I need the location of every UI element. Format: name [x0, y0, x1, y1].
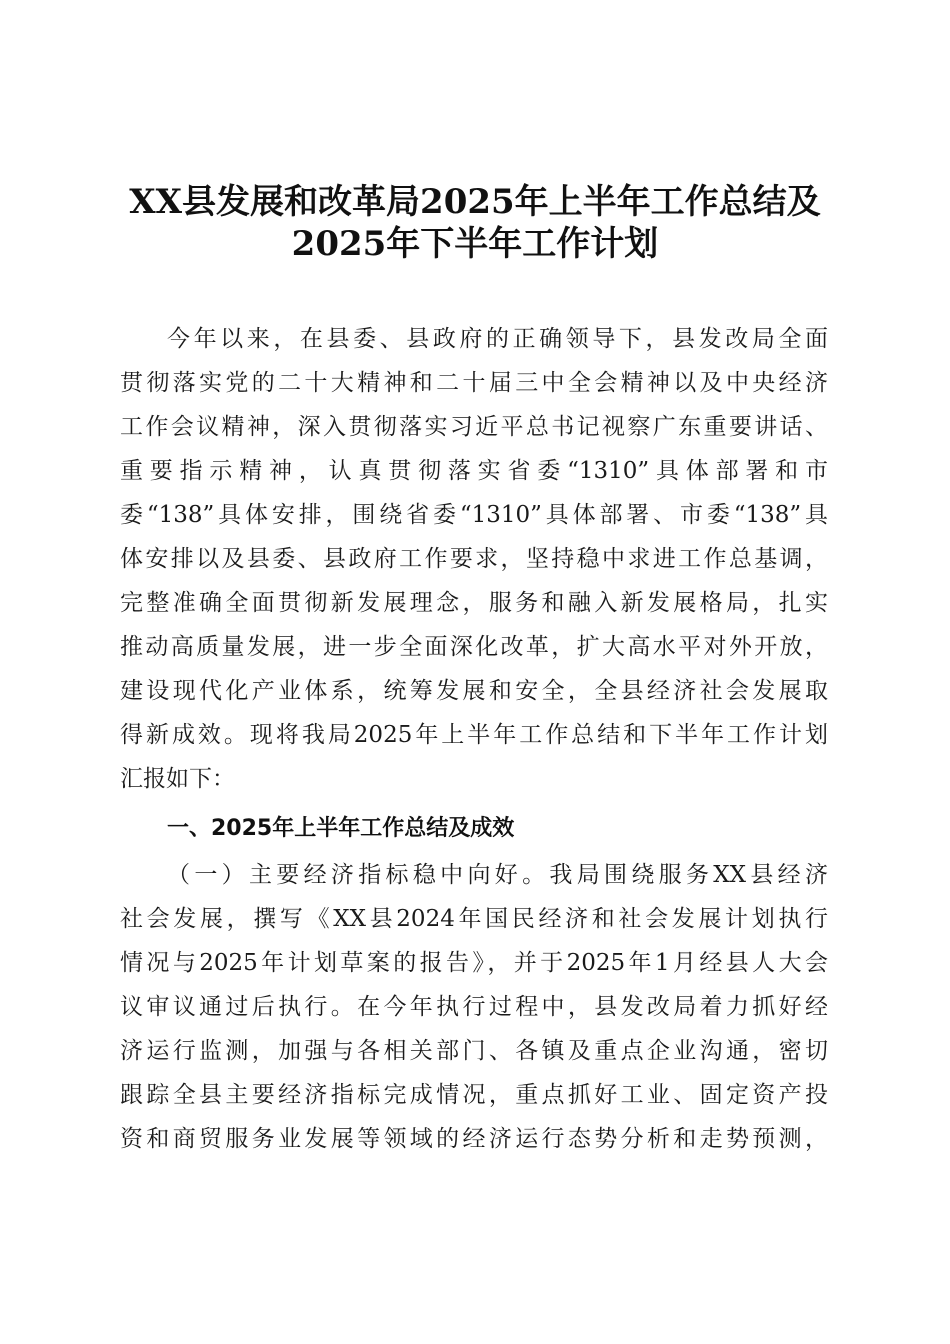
document-title-line-1: XX县发展和改革局2025年上半年工作总结及	[129, 182, 821, 222]
section-line: （一）主要经济指标稳中向好。我局围绕服务XX县经济	[167, 862, 828, 888]
intro-line: 得新成效。现将我局2025年上半年工作总结和下半年工作计划	[120, 722, 828, 748]
intro-line: 体安排以及县委、县政府工作要求，坚持稳中求进工作总基调，	[120, 546, 828, 572]
intro-line: 推动高质量发展，进一步全面深化改革，扩大高水平对外开放，	[120, 634, 828, 660]
section-line: 议审议通过后执行。在今年执行过程中，县发改局着力抓好经	[120, 994, 828, 1020]
intro-line: 贯彻落实党的二十大精神和二十届三中全会精神以及中央经济	[120, 370, 828, 396]
section-line: 济运行监测，加强与各相关部门、各镇及重点企业沟通，密切	[120, 1038, 828, 1064]
intro-line: 工作会议精神，深入贯彻落实习近平总书记视察广东重要讲话、	[120, 414, 828, 440]
section-line: 跟踪全县主要经济指标完成情况，重点抓好工业、固定资产投	[120, 1082, 828, 1108]
intro-line: 完整准确全面贯彻新发展理念，服务和融入新发展格局，扎实	[120, 590, 828, 616]
intro-line: 委“138”具体安排，围绕省委“1310”具体部署、市委“138”具	[120, 502, 828, 528]
intro-line: 重要指示精神，认真贯彻落实省委“1310”具体部署和市	[120, 458, 828, 484]
section-heading: 一、2025年上半年工作总结及成效	[167, 816, 515, 841]
section-line: 社会发展，撰写《XX县2024年国民经济和社会发展计划执行	[120, 906, 828, 932]
section-line: 情况与2025年计划草案的报告》，并于2025年1月经县人大会	[120, 950, 828, 976]
section-line: 资和商贸服务业发展等领域的经济运行态势分析和走势预测，	[120, 1126, 828, 1152]
intro-line: 汇报如下：	[120, 766, 235, 792]
document-title-line-2: 2025年下半年工作计划	[291, 224, 659, 264]
intro-line: 建设现代化产业体系，统筹发展和安全，全县经济社会发展取	[120, 678, 828, 704]
intro-line: 今年以来，在县委、县政府的正确领导下，县发改局全面	[167, 326, 828, 352]
